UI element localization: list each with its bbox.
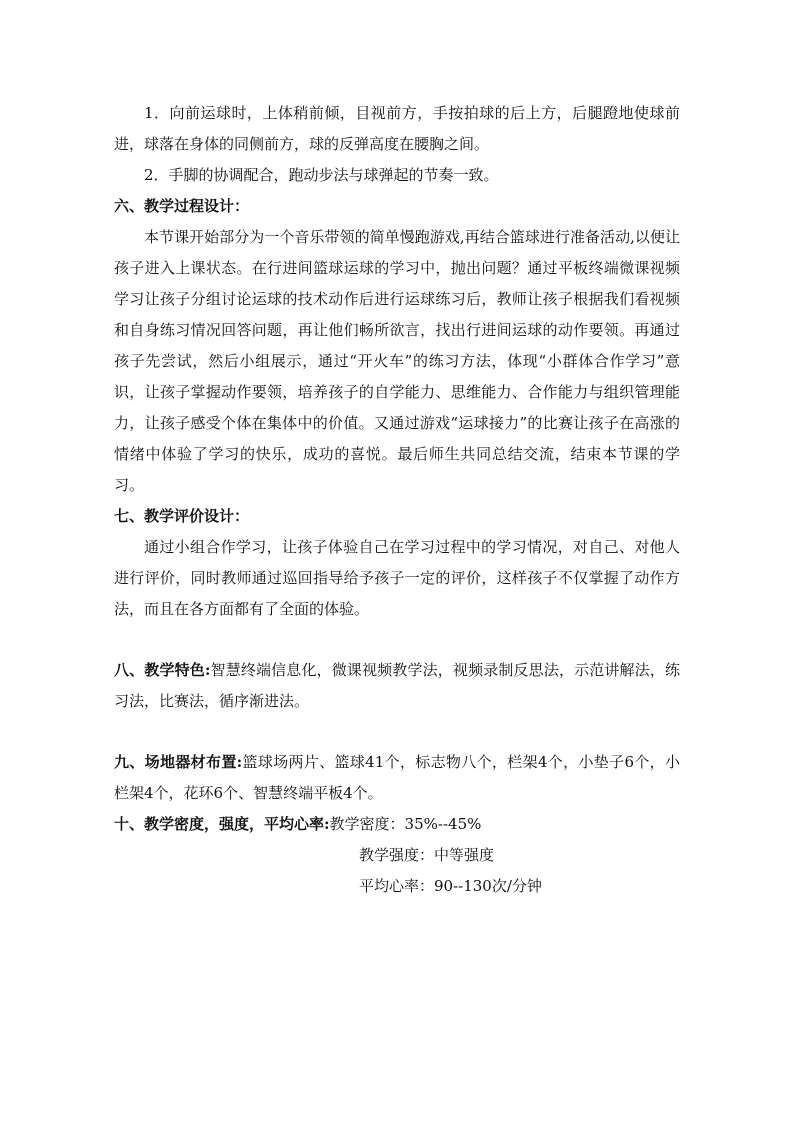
section-6-body: 本节课开始部分为一个音乐带领的简单慢跑游戏,再结合篮球进行准备活动,以便让孩子进入上课状态。在行进间篮球运球的学习中，抛出问题？通过平板终端微课视频学习让孩子分组讨论运球的技术动作后进行运球练习后，教师让孩子根据我们看视频和自身练习情况回答问题，再让他们畅所欲言，找出行进间运球的动作要领。再通过孩子先尝试，然后小组展示，通过“开火车”的练习方法，体现“小群体合作学习”意识，让孩子掌握动作要领，培养孩子的自学能力、思维能力、合作能力与组织管理能力，让孩子感受个体在集体中的价值。又通过游戏“运球接力”的比赛让孩子在高涨的情绪中体验了学习的快乐，成功的喜悦。最后师生共同总结交流，结束本节课的学习。: [114, 228, 680, 494]
key-point-1: 1．向前运球时，上体稍前倾，目视前方，手按拍球的后上方，后腿蹬地使球前进，球落在身体的同侧前方，球的反弹高度在腰胸之间。: [114, 104, 680, 153]
key-point-2: 2．手脚的协调配合，跑动步法与球弹起的节奏一致。: [144, 166, 499, 184]
section-6-heading: 六、教学过程设计：: [114, 197, 250, 215]
section-8-paragraph: [114, 655, 680, 717]
section-8-label: 八、教学特色:: [114, 661, 211, 679]
section-10-label: 十、教学密度，强度，平均心率:: [114, 815, 330, 833]
average-heart-rate: 平均心率：90--130次/分钟: [359, 877, 542, 895]
teaching-intensity: 教学强度：中等强度: [359, 846, 495, 864]
spacer: [114, 625, 680, 655]
section-8-body: 智慧终端信息化，微课视频教学法，视频录制反思法，示范讲解法，练习法，比赛法，循序渐进法。: [114, 661, 680, 710]
section-10-row: [114, 809, 680, 840]
section-7-heading: 七、教学评价设计：: [114, 507, 250, 525]
section-7-body: 通过小组合作学习，让孩子体验自己在学习过程中的学习情况，对自己、对他人进行评价，同时教师通过巡回指导给予孩子一定的评价，这样孩子不仅掌握了动作方法，而且在各方面都有了全面的体验。: [114, 538, 680, 618]
section-9-paragraph: [114, 747, 680, 809]
section-9-label: 九、场地器材布置:: [114, 753, 243, 771]
teaching-density: 教学密度：35%--45%: [329, 815, 482, 833]
section-9-body: 篮球场两片、篮球41个，标志物八个，栏架4个，小垫子6个，小栏架4个，花环6个、智慧终端平板4个。: [114, 753, 680, 802]
spacer: [114, 717, 680, 747]
